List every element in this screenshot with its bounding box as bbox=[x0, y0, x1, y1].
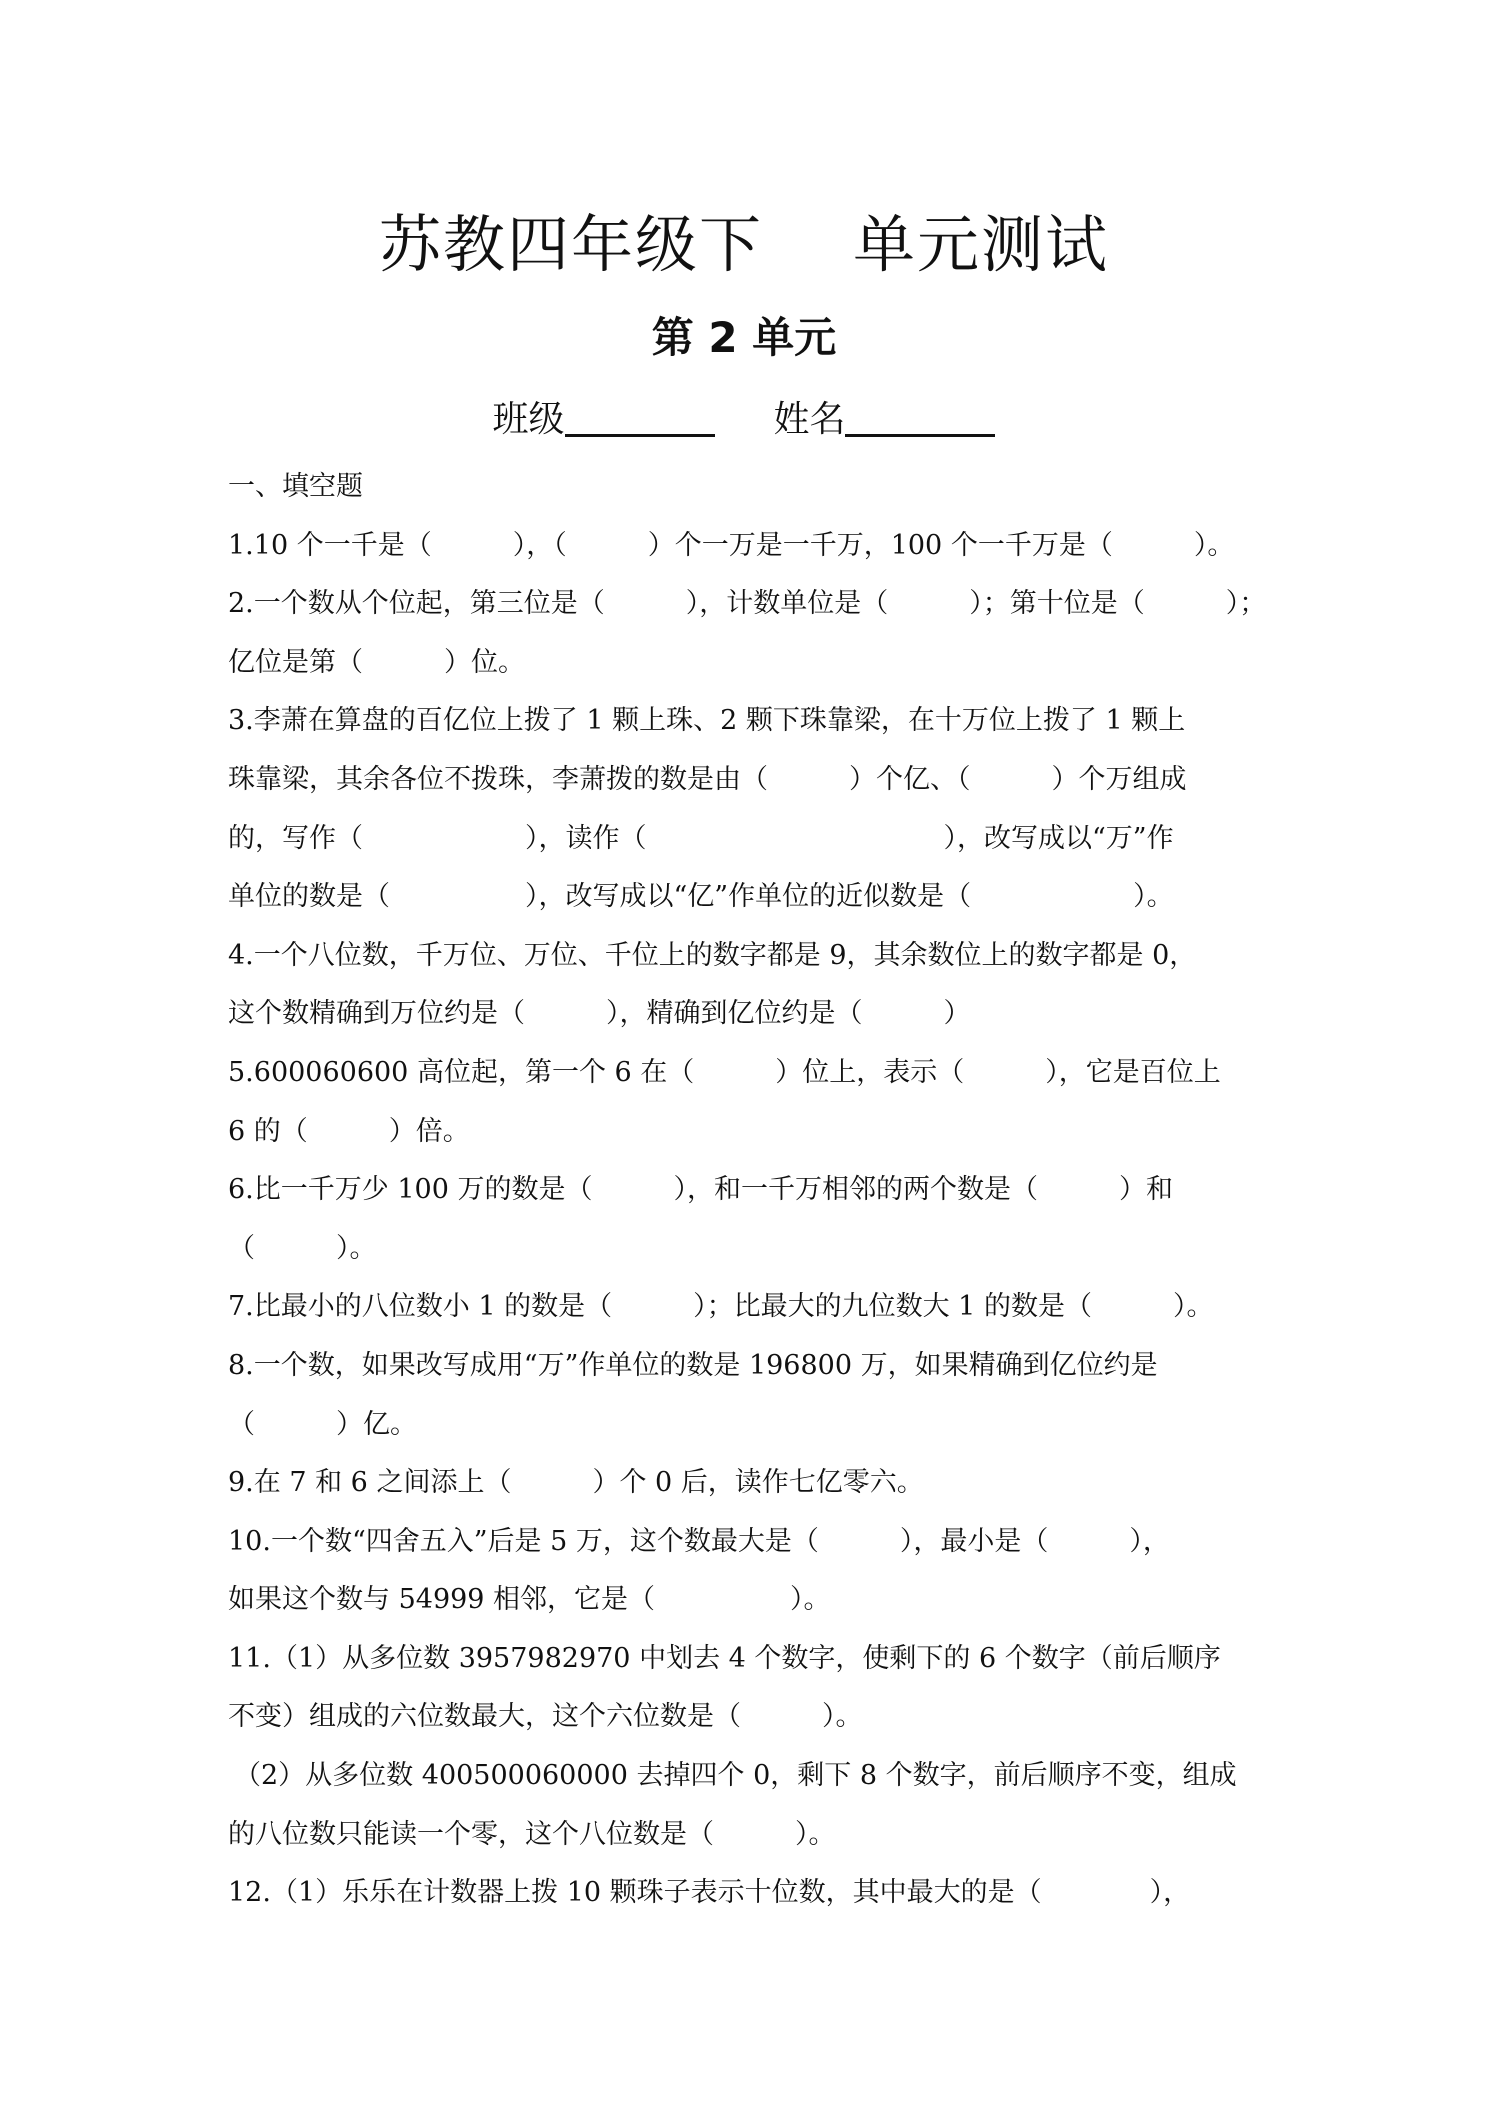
unit-subtitle: 第 2 单元 bbox=[651, 313, 837, 362]
question-line: 11.（1）从多位数 3957982970 中划去 4 个数字，使剩下的 6 个数字（前后顺序 bbox=[228, 1642, 1221, 1674]
question-line: 6 的（ ）倍。 bbox=[228, 1115, 470, 1147]
question-content bbox=[228, 458, 1278, 1923]
question-line: 6.比一千万少 100 万的数是（ ），和一千万相邻的两个数是（ ）和 bbox=[228, 1174, 1173, 1206]
title-part-2: 单元测试 bbox=[853, 208, 1110, 281]
section-heading: 一、填空题 bbox=[228, 471, 363, 502]
student-info-line bbox=[0, 392, 1488, 448]
question-line: 珠靠梁，其余各位不拨珠，李萧拨的数是由（ ）个亿、（ ）个万组成 bbox=[228, 763, 1187, 795]
question-line: 3.李萧在算盘的百亿位上拨了 1 颗上珠、2 颗下珠靠梁，在十万位上拨了 1 颗上 bbox=[228, 705, 1186, 737]
question-line: 亿位是第（ ）位。 bbox=[228, 646, 525, 678]
name-blank bbox=[845, 394, 995, 437]
question-line: 10.一个数“四舍五入”后是 5 万，这个数最大是（ ），最小是（ ）， bbox=[228, 1525, 1170, 1557]
question-line: 如果这个数与 54999 相邻，它是（ ）。 bbox=[228, 1584, 831, 1616]
question-line: 5.600060600 高位起，第一个 6 在（ ）位上，表示（ ），它是百位上 bbox=[228, 1056, 1221, 1088]
question-line: 的八位数只能读一个零，这个八位数是（ ）。 bbox=[228, 1818, 836, 1850]
question-line: 4.一个八位数，千万位、万位、千位上的数字都是 9，其余数位上的数字都是 0， bbox=[228, 939, 1197, 971]
title-part-1: 苏教四年级下 bbox=[378, 208, 763, 281]
question-line: 8.一个数，如果改写成用“万”作单位的数是 196800 万，如果精确到亿位约是 bbox=[228, 1349, 1158, 1381]
question-line: 7.比最小的八位数小 1 的数是（ ）；比最大的九位数大 1 的数是（ ）。 bbox=[228, 1291, 1214, 1323]
question-line: 2.一个数从个位起，第三位是（ ），计数单位是（ ）；第十位是（ ）； bbox=[228, 588, 1267, 620]
question-line: 12.（1）乐乐在计数器上拨 10 颗珠子表示十位数，其中最大的是（ ）， bbox=[228, 1877, 1191, 1909]
page-title bbox=[0, 200, 1488, 290]
question-line: （2）从多位数 400500060000 去掉四个 0，剩下 8 个数字，前后顺序不变，组成 bbox=[234, 1760, 1237, 1792]
question-line: （ ）亿。 bbox=[228, 1408, 417, 1440]
question-line: 这个数精确到万位约是（ ），精确到亿位约是（ ） bbox=[228, 998, 971, 1030]
class-label: 班级 bbox=[492, 399, 565, 440]
question-line: 的，写作（ ），读作（ ），改写成以“万”作 bbox=[228, 822, 1174, 854]
question-line: 不变）组成的六位数最大，这个六位数是（ ）。 bbox=[228, 1701, 863, 1733]
question-line: （ ）。 bbox=[228, 1232, 377, 1264]
question-line: 1.10 个一千是（ ），（ ）个一万是一千万，100 个一千万是（ ）。 bbox=[228, 529, 1235, 561]
class-blank bbox=[565, 394, 715, 437]
name-label: 姓名 bbox=[773, 399, 846, 440]
question-line: 9.在 7 和 6 之间添上（ ）个 0 后，读作七亿零六。 bbox=[228, 1467, 924, 1499]
question-line: 单位的数是（ ），改写成以“亿”作单位的近似数是（ ）。 bbox=[228, 881, 1174, 913]
